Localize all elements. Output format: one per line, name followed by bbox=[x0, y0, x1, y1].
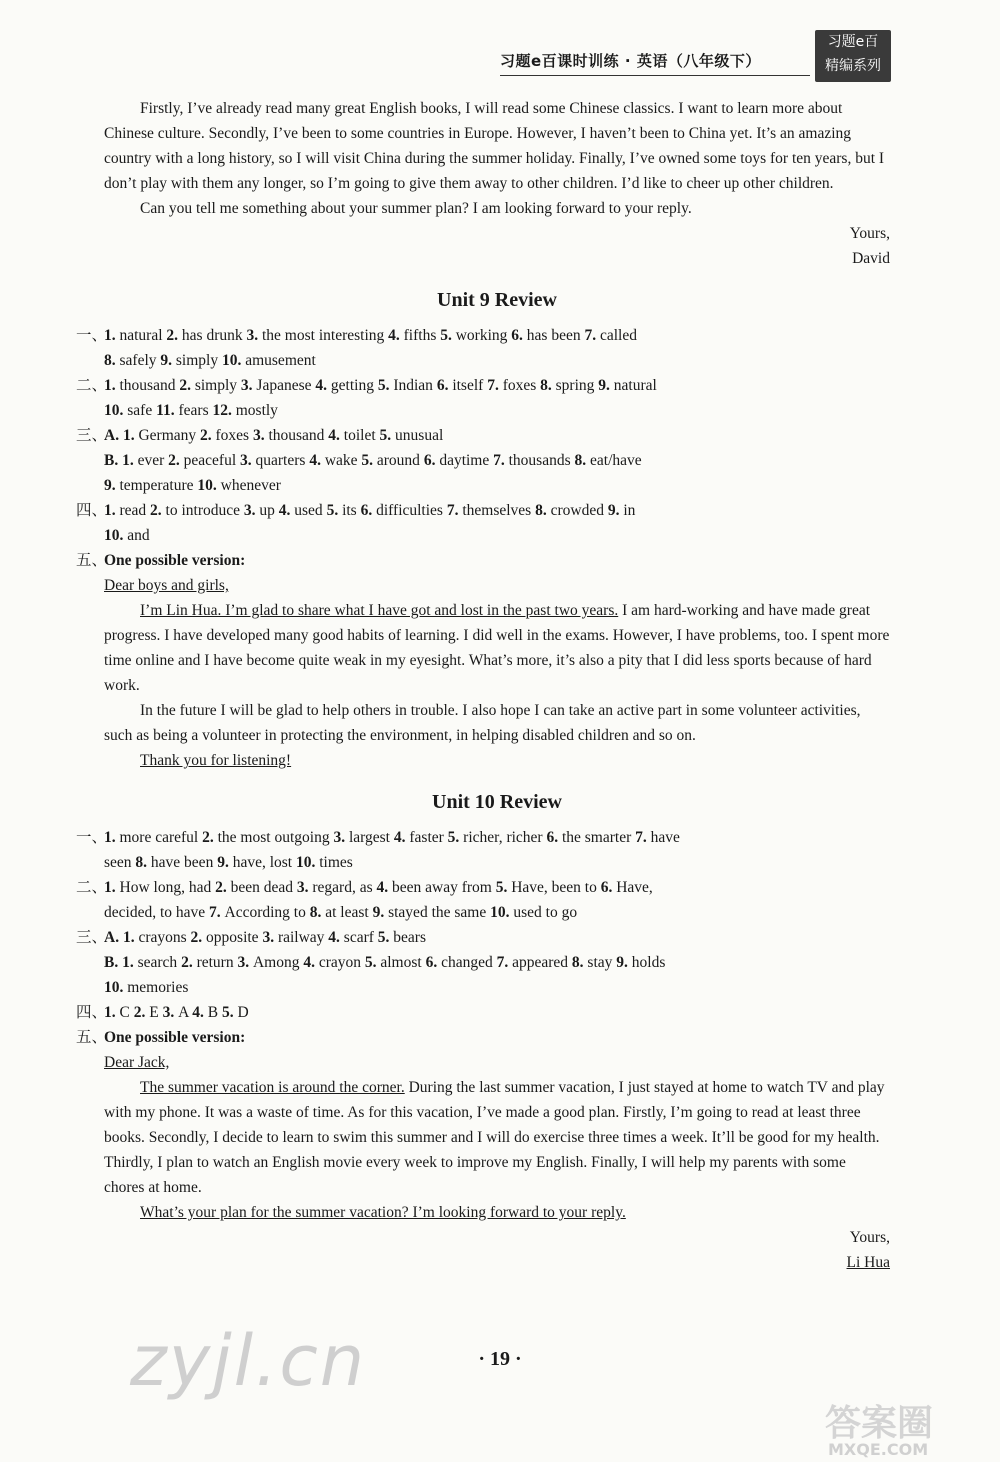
answer-text: ever bbox=[137, 452, 165, 469]
unit10-closing: Yours, bbox=[849, 1229, 890, 1246]
answer-text: crayon bbox=[318, 954, 361, 971]
answer-text: up bbox=[259, 502, 275, 519]
answer-text: railway bbox=[277, 929, 325, 946]
unit9-section-3 bbox=[76, 423, 890, 498]
answer-number: 2. bbox=[215, 879, 231, 896]
answer-text: have been bbox=[150, 854, 214, 871]
answer-text: safely bbox=[119, 352, 157, 369]
answer-number: B. 1. bbox=[104, 452, 138, 469]
answer-text: E bbox=[149, 1004, 159, 1021]
answer-number: 1. bbox=[104, 327, 120, 344]
unit10-essay-paragraph-1 bbox=[104, 1075, 890, 1200]
version-heading: One possible version: bbox=[104, 1029, 246, 1046]
answer-text: thousand bbox=[268, 427, 325, 444]
answer-number: 10. bbox=[104, 402, 128, 419]
answer-line bbox=[104, 925, 890, 950]
unit9-section-4 bbox=[76, 498, 890, 548]
answer-text: foxes bbox=[502, 377, 537, 394]
series-badge-line1: 习题e百 bbox=[827, 34, 879, 50]
answer-number: 6. bbox=[600, 879, 617, 896]
answer-text: opposite bbox=[206, 929, 259, 946]
section-label: 一、 bbox=[76, 327, 108, 344]
answer-text: stay bbox=[587, 954, 613, 971]
answer-number: 8. bbox=[540, 377, 556, 394]
unit10-section-2 bbox=[76, 875, 890, 925]
answer-text: crayons bbox=[138, 929, 187, 946]
answer-text: more careful bbox=[119, 829, 199, 846]
header-title: 习题e百课时训练 · 英语（八年级下） bbox=[500, 52, 761, 70]
answer-text: search bbox=[137, 954, 178, 971]
answer-text: bears bbox=[393, 929, 426, 946]
answer-number: 3. bbox=[240, 377, 257, 394]
answer-text: changed bbox=[441, 954, 493, 971]
answer-text: fifths bbox=[403, 327, 437, 344]
answer-text: getting bbox=[330, 377, 374, 394]
answer-number: 9. bbox=[217, 854, 233, 871]
answer-text: foxes bbox=[215, 427, 250, 444]
answer-number: 8. bbox=[135, 854, 151, 871]
answer-number: 12. bbox=[212, 402, 236, 419]
answer-text: have bbox=[650, 829, 680, 846]
unit9-paragraph-1-body: I am hard-working and have made great progress. I have developed many good habits of learning. I did well in the exams. However, I have problems, too. I spent more time online and I have become quite weak in my eyesight. What’s more, it’s also a pity that I did less sports because of hard work. bbox=[104, 602, 890, 694]
answer-line bbox=[104, 348, 890, 373]
answer-number: 6. bbox=[425, 954, 442, 971]
answer-text: at least bbox=[325, 904, 369, 921]
unit10-section-1 bbox=[76, 825, 890, 875]
answer-number: 8. bbox=[535, 502, 551, 519]
unit10-topic-sentence: The summer vacation is around the corner. bbox=[140, 1079, 405, 1096]
unit10-paragraph-1-body: During the last summer vacation, I just stayed at home to watch TV and play with my phone. It was a waste of time. As for this vacation, I’ve made a good plan. Firstly, I’m going to read at least three books. Secondly, I decide to learn to swim this summer and I will do exercise three times a week. It’ll be good for my health. Thirdly, I plan to watch an English movie every week to improve my English. Finally, I will help my parents with some chores at home. bbox=[104, 1079, 885, 1196]
answer-number: 9. bbox=[598, 377, 614, 394]
unit10-title: Unit 10 Review bbox=[432, 791, 562, 813]
answer-text: seen bbox=[104, 854, 132, 871]
answer-text: has drunk bbox=[181, 327, 243, 344]
answer-number: 9. bbox=[616, 954, 632, 971]
answer-number: 4. bbox=[328, 929, 344, 946]
answer-number: 5. bbox=[447, 829, 464, 846]
answer-number: 7. bbox=[446, 502, 463, 519]
answer-number: 7. bbox=[496, 954, 513, 971]
series-badge bbox=[815, 30, 891, 82]
answer-number: 3. bbox=[333, 829, 349, 846]
answer-text: peaceful bbox=[183, 452, 237, 469]
answer-number: 4. bbox=[315, 377, 331, 394]
answer-number: 10. bbox=[197, 477, 221, 494]
answer-text: natural bbox=[119, 327, 163, 344]
answer-text: largest bbox=[348, 829, 390, 846]
section-label: 二、 bbox=[76, 377, 108, 394]
watermark-right-top: 答案圈 bbox=[825, 1403, 934, 1444]
answer-number: 2. bbox=[202, 829, 218, 846]
letter1-paragraph-1: Firstly, I’ve already read many great English books, I will read some Chinese classics. I want to learn more about Chinese culture. Secondly, I’ve been to some countries in Europe. However, I haven’t been to China yet. It’s an amazing country with a long history, so I will visit China during the summer holiday. Finally, I’ve owned some toys for ten years, but I don’t play with them any longer, so I’m going to give them away to other children. I’d like to cheer up other children. bbox=[104, 100, 885, 192]
answer-text: decided, to have bbox=[104, 904, 206, 921]
answer-text: have, lost bbox=[232, 854, 293, 871]
answer-number: 6. bbox=[436, 377, 453, 394]
answer-line bbox=[104, 975, 890, 1000]
answer-line bbox=[104, 875, 890, 900]
answer-text: been dead bbox=[230, 879, 293, 896]
answer-text: daytime bbox=[439, 452, 490, 469]
answer-number: 4. bbox=[192, 1004, 208, 1021]
section-label: 三、 bbox=[76, 929, 108, 946]
series-badge-line2: 精编系列 bbox=[825, 58, 881, 74]
answer-text: simply bbox=[194, 377, 238, 394]
answer-number: 5. bbox=[222, 1004, 238, 1021]
answer-text: holds bbox=[631, 954, 666, 971]
page-header bbox=[500, 30, 895, 85]
answer-number: 7. bbox=[493, 452, 509, 469]
answer-text: safe bbox=[127, 402, 153, 419]
answer-text: memories bbox=[127, 979, 189, 996]
answer-text: working bbox=[455, 327, 508, 344]
section-label: 一、 bbox=[76, 829, 108, 846]
answer-text: Among bbox=[252, 954, 300, 971]
unit10-section-5 bbox=[76, 1025, 890, 1275]
answer-text: Japanese bbox=[256, 377, 312, 394]
unit9-section-5 bbox=[76, 548, 890, 773]
answer-number: 2. bbox=[200, 427, 216, 444]
answer-number: 9. bbox=[372, 904, 389, 921]
section-label: 三、 bbox=[76, 427, 108, 444]
answer-text: According to bbox=[224, 904, 306, 921]
watermark-right-bottom: MXQE.COM bbox=[828, 1440, 929, 1459]
answer-text: appeared bbox=[512, 954, 569, 971]
answer-text: the most interesting bbox=[262, 327, 385, 344]
answer-text: and bbox=[127, 527, 150, 544]
answer-text: unusual bbox=[395, 427, 444, 444]
answer-number: 6. bbox=[360, 502, 377, 519]
answer-line bbox=[104, 423, 890, 448]
answer-text: in bbox=[623, 502, 636, 519]
answer-number: 3. bbox=[246, 327, 262, 344]
letter1-signature: David bbox=[852, 250, 890, 267]
unit9-section-1 bbox=[76, 323, 890, 373]
answer-text: almost bbox=[380, 954, 422, 971]
answer-number: 6. bbox=[423, 452, 440, 469]
answer-text: fears bbox=[178, 402, 209, 419]
answer-number: 1. bbox=[104, 879, 120, 896]
answer-number: A. 1. bbox=[104, 427, 139, 444]
answer-number: 8. bbox=[574, 452, 590, 469]
answer-number: 8. bbox=[309, 904, 326, 921]
answer-text: scarf bbox=[343, 929, 374, 946]
answer-number: 8. bbox=[104, 352, 120, 369]
answer-text: C bbox=[119, 1004, 130, 1021]
answer-text: B bbox=[207, 1004, 219, 1021]
answer-text: return bbox=[196, 954, 234, 971]
answer-number: 3. bbox=[240, 452, 256, 469]
letter1-paragraph-2: Can you tell me something about your summer plan? I am looking forward to your reply. bbox=[140, 200, 692, 217]
answer-number: 4. bbox=[278, 502, 295, 519]
answer-text: around bbox=[376, 452, 420, 469]
answer-number: 8. bbox=[571, 954, 588, 971]
answer-text: used bbox=[294, 502, 323, 519]
answer-number: 5. bbox=[440, 327, 456, 344]
answer-number: 7. bbox=[487, 377, 503, 394]
answer-number: 10. bbox=[104, 979, 128, 996]
answer-number: 9. bbox=[160, 352, 176, 369]
answer-number: 7. bbox=[584, 327, 600, 344]
answer-text: been away from bbox=[391, 879, 492, 896]
answer-line bbox=[104, 1000, 890, 1025]
answer-text: Germany bbox=[138, 427, 197, 444]
answer-number: 4. bbox=[303, 954, 319, 971]
section-label: 四、 bbox=[76, 1004, 108, 1021]
answer-number: 3. bbox=[243, 502, 260, 519]
unit9-section-2 bbox=[76, 373, 890, 423]
answer-text: itself bbox=[452, 377, 484, 394]
answer-line bbox=[104, 498, 890, 523]
unit10-signature: Li Hua bbox=[846, 1254, 890, 1271]
answer-text: Indian bbox=[393, 377, 433, 394]
answer-text: thousands bbox=[508, 452, 571, 469]
answer-text: richer, richer bbox=[463, 829, 543, 846]
answer-number: 2. bbox=[150, 502, 166, 519]
unit10-closing-question: What’s your plan for the summer vacation? I’m looking forward to your reply. bbox=[140, 1204, 626, 1221]
answer-number: 10. bbox=[104, 527, 128, 544]
answer-number: 10. bbox=[490, 904, 514, 921]
answer-number: 1. bbox=[104, 502, 120, 519]
answer-text: times bbox=[319, 854, 353, 871]
answer-number: B. 1. bbox=[104, 954, 138, 971]
answer-number: 2. bbox=[133, 1004, 150, 1021]
answer-line bbox=[104, 323, 890, 348]
answer-number: 4. bbox=[376, 879, 392, 896]
answer-number: 4. bbox=[328, 427, 344, 444]
answer-number: 2. bbox=[179, 377, 195, 394]
answer-number: 1. bbox=[104, 829, 120, 846]
answer-line bbox=[104, 900, 890, 925]
answer-number: 9. bbox=[104, 477, 120, 494]
answer-text: spring bbox=[555, 377, 595, 394]
answer-number: 3. bbox=[296, 879, 313, 896]
section-label: 二、 bbox=[76, 879, 108, 896]
unit9-ending: Thank you for listening! bbox=[140, 752, 292, 769]
answer-number: 5. bbox=[326, 502, 343, 519]
answer-text: themselves bbox=[462, 502, 532, 519]
answer-line bbox=[104, 523, 890, 548]
answer-text: the most outgoing bbox=[217, 829, 330, 846]
answer-number: 10. bbox=[295, 854, 320, 871]
answer-line bbox=[104, 825, 890, 850]
section-label: 五、 bbox=[76, 1029, 108, 1046]
answer-text: regard, as bbox=[312, 879, 373, 896]
answer-number: 4. bbox=[393, 829, 410, 846]
answer-number: 6. bbox=[546, 829, 562, 846]
answer-text: Have, been to bbox=[511, 879, 597, 896]
answer-number: 4. bbox=[309, 452, 325, 469]
answer-text: amusement bbox=[245, 352, 316, 369]
answer-line bbox=[104, 473, 890, 498]
answer-text: its bbox=[342, 502, 357, 519]
page-content bbox=[76, 96, 890, 1275]
answer-text: called bbox=[599, 327, 637, 344]
answer-text: A bbox=[178, 1004, 189, 1021]
answer-text: Have, bbox=[616, 879, 653, 896]
unit10-greeting: Dear Jack, bbox=[104, 1054, 170, 1071]
answer-number: 5. bbox=[495, 879, 512, 896]
answer-number: 1. bbox=[104, 377, 120, 394]
answer-number: 2. bbox=[190, 929, 207, 946]
answer-text: crowded bbox=[550, 502, 604, 519]
answer-text: has been bbox=[526, 327, 581, 344]
answer-number: 5. bbox=[377, 929, 394, 946]
answer-text: eat/have bbox=[590, 452, 642, 469]
answer-text: temperature bbox=[119, 477, 194, 494]
answer-text: read bbox=[119, 502, 147, 519]
answer-text: natural bbox=[613, 377, 657, 394]
answer-text: stayed the same bbox=[388, 904, 487, 921]
answer-line bbox=[104, 950, 890, 975]
answer-line bbox=[104, 448, 890, 473]
answer-line bbox=[104, 850, 890, 875]
answer-number: 5. bbox=[379, 427, 396, 444]
answer-number: 6. bbox=[511, 327, 527, 344]
answer-number: 2. bbox=[181, 954, 197, 971]
unit10-section-4 bbox=[76, 1000, 890, 1025]
answer-number: 5. bbox=[361, 452, 377, 469]
answer-text: thousand bbox=[119, 377, 176, 394]
answer-text: faster bbox=[409, 829, 444, 846]
section-label: 四、 bbox=[76, 502, 108, 519]
answer-text: the smarter bbox=[561, 829, 632, 846]
version-heading: One possible version: bbox=[104, 552, 246, 569]
answer-line bbox=[104, 398, 890, 423]
answer-number: 2. bbox=[166, 327, 182, 344]
unit10-section-3 bbox=[76, 925, 890, 1000]
answer-number: 7. bbox=[635, 829, 651, 846]
letter1-closing: Yours, bbox=[849, 225, 890, 242]
answer-text: How long, had bbox=[119, 879, 212, 896]
unit9-title: Unit 9 Review bbox=[437, 289, 557, 311]
header-rule bbox=[500, 75, 810, 76]
answer-number: 10. bbox=[221, 352, 246, 369]
answer-text: wake bbox=[324, 452, 358, 469]
unit9-essay-paragraph-2: In the future I will be glad to help others in trouble. I also hope I can take an active part in some volunteer activities, such as being a volunteer in protecting the environment, in helping disabled children and so on. bbox=[104, 702, 861, 744]
section-label: 五、 bbox=[76, 552, 108, 569]
unit9-greeting: Dear boys and girls, bbox=[104, 577, 229, 594]
answer-number: 3. bbox=[262, 929, 278, 946]
answer-text: used to go bbox=[513, 904, 578, 921]
answer-number: 3. bbox=[252, 427, 269, 444]
answer-text: whenever bbox=[220, 477, 281, 494]
answer-number: 5. bbox=[377, 377, 394, 394]
answer-number: 5. bbox=[364, 954, 381, 971]
answer-text: difficulties bbox=[376, 502, 443, 519]
answer-number: 3. bbox=[162, 1004, 179, 1021]
answer-number: 7. bbox=[209, 904, 225, 921]
watermark-left: zyjl.cn bbox=[130, 1320, 367, 1402]
answer-number: 1. bbox=[104, 1004, 120, 1021]
answer-number: 4. bbox=[388, 327, 404, 344]
page-number: · 19 · bbox=[478, 1348, 522, 1370]
answer-number: 3. bbox=[237, 954, 253, 971]
unit9-essay-paragraph-1 bbox=[104, 598, 890, 698]
answer-text: toilet bbox=[343, 427, 376, 444]
answer-text: simply bbox=[175, 352, 219, 369]
answer-text: mostly bbox=[235, 402, 278, 419]
answer-line bbox=[104, 373, 890, 398]
answer-text: to introduce bbox=[165, 502, 241, 519]
answer-text: quarters bbox=[255, 452, 306, 469]
answer-number: 2. bbox=[168, 452, 184, 469]
answer-number: A. 1. bbox=[104, 929, 139, 946]
answer-number: 11. bbox=[156, 402, 179, 419]
answer-text: D bbox=[237, 1004, 249, 1021]
unit9-topic-sentence: I’m Lin Hua. I’m glad to share what I have got and lost in the past two years. bbox=[140, 602, 619, 619]
answer-number: 9. bbox=[607, 502, 624, 519]
